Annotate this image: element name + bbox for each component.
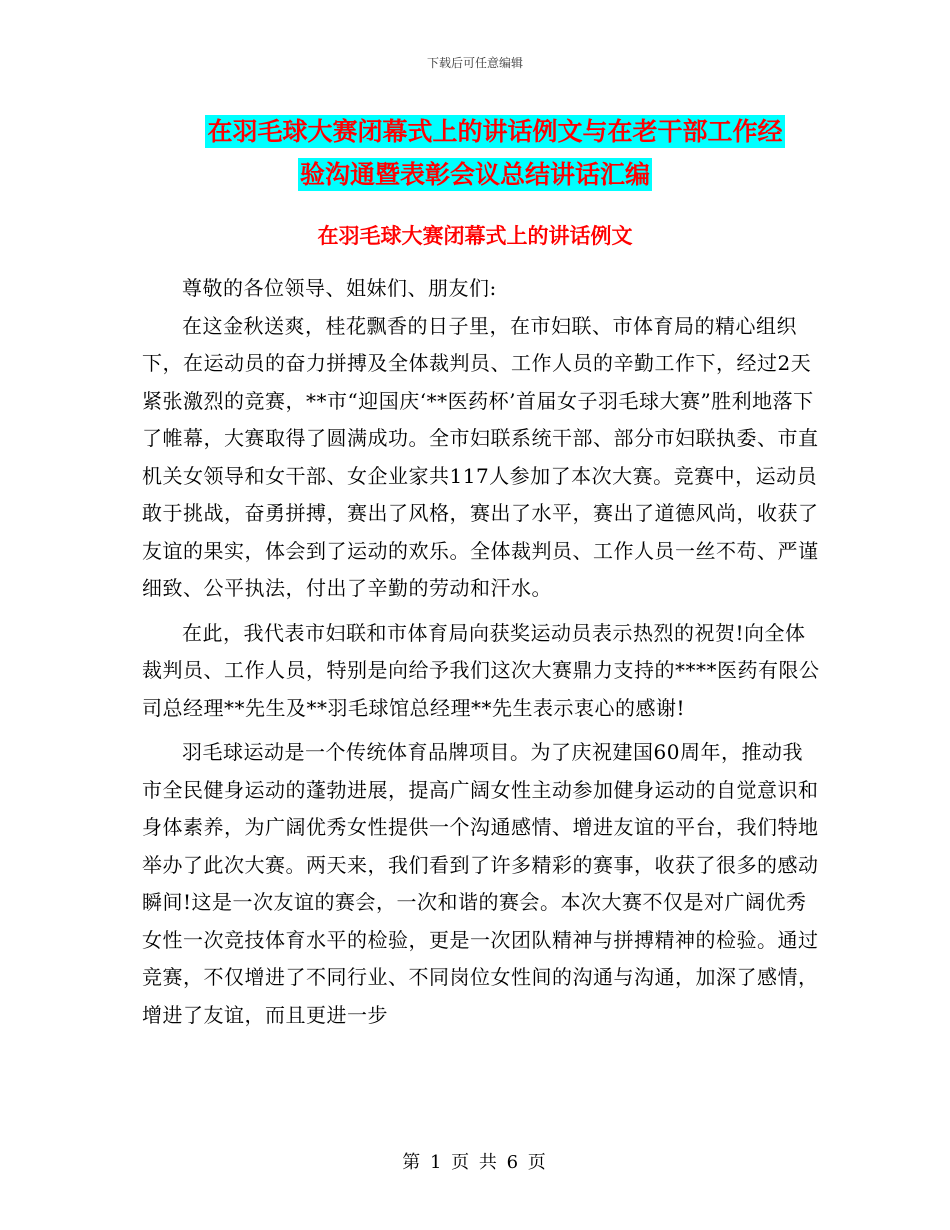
title-line-2 xyxy=(0,153,950,196)
salutation: 尊敬的各位领导、姐妹们、朋友们: xyxy=(182,276,497,300)
paragraph-1: 在这金秋送爽，桂花飘香的日子里，在市妇联、市体育局的精心组织下，在运动员的奋力拼搏及全体裁判员、工作人员的辛勤工作下，经过2天紧张激烈的竞赛，**市“迎国庆‘**医药杯’首届女子羽毛球大赛”胜利地落下了帷幕，大赛取得了圆满成功。全市妇联系统干部、部分市妇联执委、市直机关女领导和女干部、女企业家共117人参加了本次大赛。竞赛中，运动员敢于挑战，奋勇拼搏，赛出了风格，赛出了水平，赛出了道德风尚，收获了友谊的果实，体会到了运动的欢乐。全体裁判员、工作人员一丝不苟、严谨细致、公平执法，付出了辛勤的劳动和汗水。 xyxy=(142,313,819,600)
document-title xyxy=(0,110,950,196)
section-title: 在羽毛球大赛闭幕式上的讲话例文 xyxy=(317,224,633,248)
paragraph-3: 羽毛球运动是一个传统体育品牌项目。为了庆祝建国60周年，推动我市全民健身运动的蓬勃进展，提高广阔女性主动参加健身运动的自觉意识和身体素养，为广阔优秀女性提供一个沟通感情、增进友谊的平台，我们特地举办了此次大赛。两天来，我们看到了许多精彩的赛事，收获了很多的感动瞬间!这是一次友谊的赛会，一次和谐的赛会。本次大赛不仅是对广阔优秀女性一次竞技体育水平的检验，更是一次团队精神与拼搏精神的检验。通过竞赛，不仅增进了不同行业、不同岗位女性间的沟通与沟通，加深了感情，增进了友谊，而且更进一步 xyxy=(142,740,819,1027)
title-line-2-text: 验沟通暨表彰会议总结讲话汇编 xyxy=(299,160,650,189)
header-note: 下载后可任意编辑 xyxy=(426,56,523,70)
title-line-1 xyxy=(0,110,950,153)
title-line-1-text: 在羽毛球大赛闭幕式上的讲话例文与在老干部工作经 xyxy=(207,117,783,146)
page-footer: 第 1 页 共 6 页 xyxy=(402,1152,548,1173)
paragraph-2: 在此，我代表市妇联和市体育局向获奖运动员表示热烈的祝贺!向全体裁判员、工作人员，特别是向给予我们这次大赛鼎力支持的****医药有限公司总经理**先生及**羽毛球馆总经理**先生表示衷心的感谢! xyxy=(142,620,820,720)
body-text xyxy=(142,270,822,1041)
